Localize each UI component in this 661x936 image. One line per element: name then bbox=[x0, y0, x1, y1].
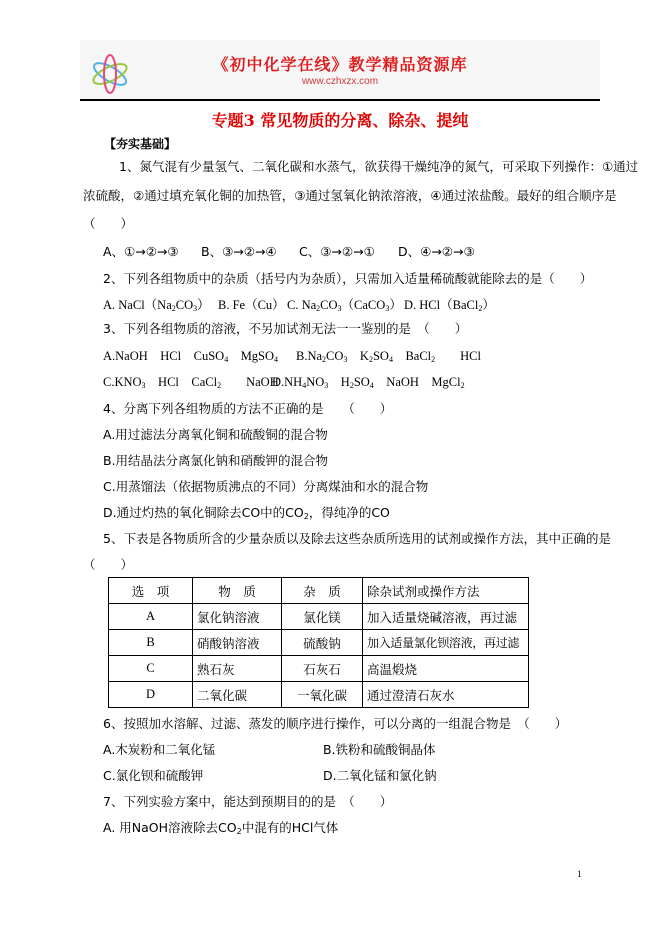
q1-line2: 浓硫酸，②通过填充氧化铜的加热管，③通过氢氧化钠浓溶液，④通过浓盐酸。最好的组合顺序是 bbox=[83, 188, 617, 203]
atom-logo-icon bbox=[88, 52, 132, 96]
q6-option-d: D.二氧化锰和氯化钠 bbox=[323, 768, 437, 783]
page-number: 1 bbox=[577, 869, 582, 879]
q7-stem: 7、下列实验方案中，能达到预期目的的是 （ ） bbox=[103, 794, 393, 809]
table-cell: C bbox=[109, 656, 193, 682]
table-cell: B bbox=[109, 630, 193, 656]
q5-table bbox=[108, 577, 529, 708]
q7-option-a: A. 用NaOH溶液除去$CO_2$中混有的HCl气体 bbox=[103, 820, 339, 836]
q3-option-a: A.NaOH HCl CuSO$_4$ MgSO$_4$ bbox=[103, 349, 279, 364]
table-cell: 熟石灰 bbox=[193, 656, 282, 682]
table-cell: 氯化钠溶液 bbox=[193, 604, 282, 630]
table-header: 选 项 bbox=[109, 578, 193, 604]
q6-option-c: C.氯化钡和硫酸钾 bbox=[103, 768, 204, 783]
table-cell: 石灰石 bbox=[282, 656, 363, 682]
table-cell: 加入适量氯化钡溶液，再过滤 bbox=[363, 630, 529, 656]
q2-option-b: B. Fe（Cu） bbox=[218, 298, 285, 312]
table-row bbox=[109, 630, 529, 656]
q6-stem: 6、按照加水溶解、过滤、蒸发的顺序进行操作，可以分离的一组混合物是 （ ） bbox=[103, 716, 568, 731]
q6-option-a: A.木炭粉和二氧化锰 bbox=[103, 742, 216, 757]
section-heading: 【夯实基础】 bbox=[104, 137, 177, 151]
table-cell: 硫酸钠 bbox=[282, 630, 363, 656]
brand-name: 《初中化学在线》教学精品资源库 bbox=[212, 55, 468, 74]
table-header: 物 质 bbox=[193, 578, 282, 604]
q4-stem: 4、分离下列各组物质的方法不正确的是 （ ） bbox=[103, 401, 393, 416]
q1-option-b: B、③→②→④ bbox=[201, 244, 277, 259]
q6-option-b: B.铁粉和硫酸铜晶体 bbox=[323, 742, 436, 757]
q1-line3: （ ） bbox=[83, 216, 134, 231]
q2-option-d: D. HCl（BaCl$_2$） bbox=[404, 298, 495, 313]
q1-option-c: C、③→②→① bbox=[299, 244, 375, 259]
q4-option-a: A.用过滤法分离氧化铜和硫酸铜的混合物 bbox=[103, 427, 328, 442]
q4-option-b: B.用结晶法分离氯化钠和硝酸钾的混合物 bbox=[103, 453, 329, 468]
table-header: 杂 质 bbox=[282, 578, 363, 604]
q2-stem: 2、下列各组物质中的杂质（括号内为杂质），只需加入适量稀硫酸就能除去的是（ ） bbox=[103, 271, 593, 286]
table-cell: 硝酸钠溶液 bbox=[193, 630, 282, 656]
table-row bbox=[109, 656, 529, 682]
table-cell: D bbox=[109, 682, 193, 708]
q1-option-d: D、④→②→③ bbox=[398, 244, 475, 259]
table-row bbox=[109, 682, 529, 708]
q1-option-a: A、①→②→③ bbox=[103, 244, 179, 259]
table-row bbox=[109, 604, 529, 630]
table-header: 除杂试剂或操作方法 bbox=[363, 578, 529, 604]
table-cell: 通过澄清石灰水 bbox=[363, 682, 529, 708]
q3-option-d: $D.NH_4NO_3$ $H_2SO_4$ NaOH MgCl$_2$ bbox=[272, 375, 465, 390]
q5-line2: （ ） bbox=[83, 557, 134, 572]
q1-line1: 1、氮气混有少量氢气、二氧化碳和水蒸气，欲获得干燥纯净的氮气，可采取下列操作：①通过 bbox=[119, 159, 639, 174]
q2-option-c: C. $Na_2CO_3(CaCO_3)$ bbox=[287, 298, 402, 313]
q3-stem: 3、下列各组物质的溶液，不另加试剂无法一一鉴别的是 （ ） bbox=[103, 321, 468, 336]
table-cell: 加入适量烧碱溶液，再过滤 bbox=[363, 604, 529, 630]
q3-option-b: $B.Na_2CO_3$ $K_2SO_4$ BaCl$_2$ HCl bbox=[296, 349, 481, 364]
header-divider bbox=[80, 99, 600, 101]
table-cell: 氯化镁 bbox=[282, 604, 363, 630]
table-cell: A bbox=[109, 604, 193, 630]
q2-option-a: A. $NaCl(Na_2CO_3)$ bbox=[103, 298, 210, 313]
q3-option-c: $C.KNO_3$ HCl CaCl$_2$ NaOH bbox=[103, 375, 279, 390]
table-cell: 一氧化碳 bbox=[282, 682, 363, 708]
table-cell: 二氧化碳 bbox=[193, 682, 282, 708]
q4-option-c: C.用蒸馏法（依据物质沸点的不同）分离煤油和水的混合物 bbox=[103, 479, 429, 494]
q4-option-d: D.通过灼热的氧化铜除去CO中的$CO_2$，得纯净的CO bbox=[103, 505, 390, 521]
table-header-row bbox=[109, 578, 529, 604]
brand-url: www.czhxzx.com bbox=[301, 76, 379, 87]
q5-line1: 5、下表是各物质所含的少量杂质以及除去这些杂质所选用的试剂或操作方法，其中正确的是 bbox=[103, 531, 611, 546]
page-title: 专题3 常见物质的分离、除杂、提纯 bbox=[211, 111, 469, 130]
table-cell: 高温煅烧 bbox=[363, 656, 529, 682]
